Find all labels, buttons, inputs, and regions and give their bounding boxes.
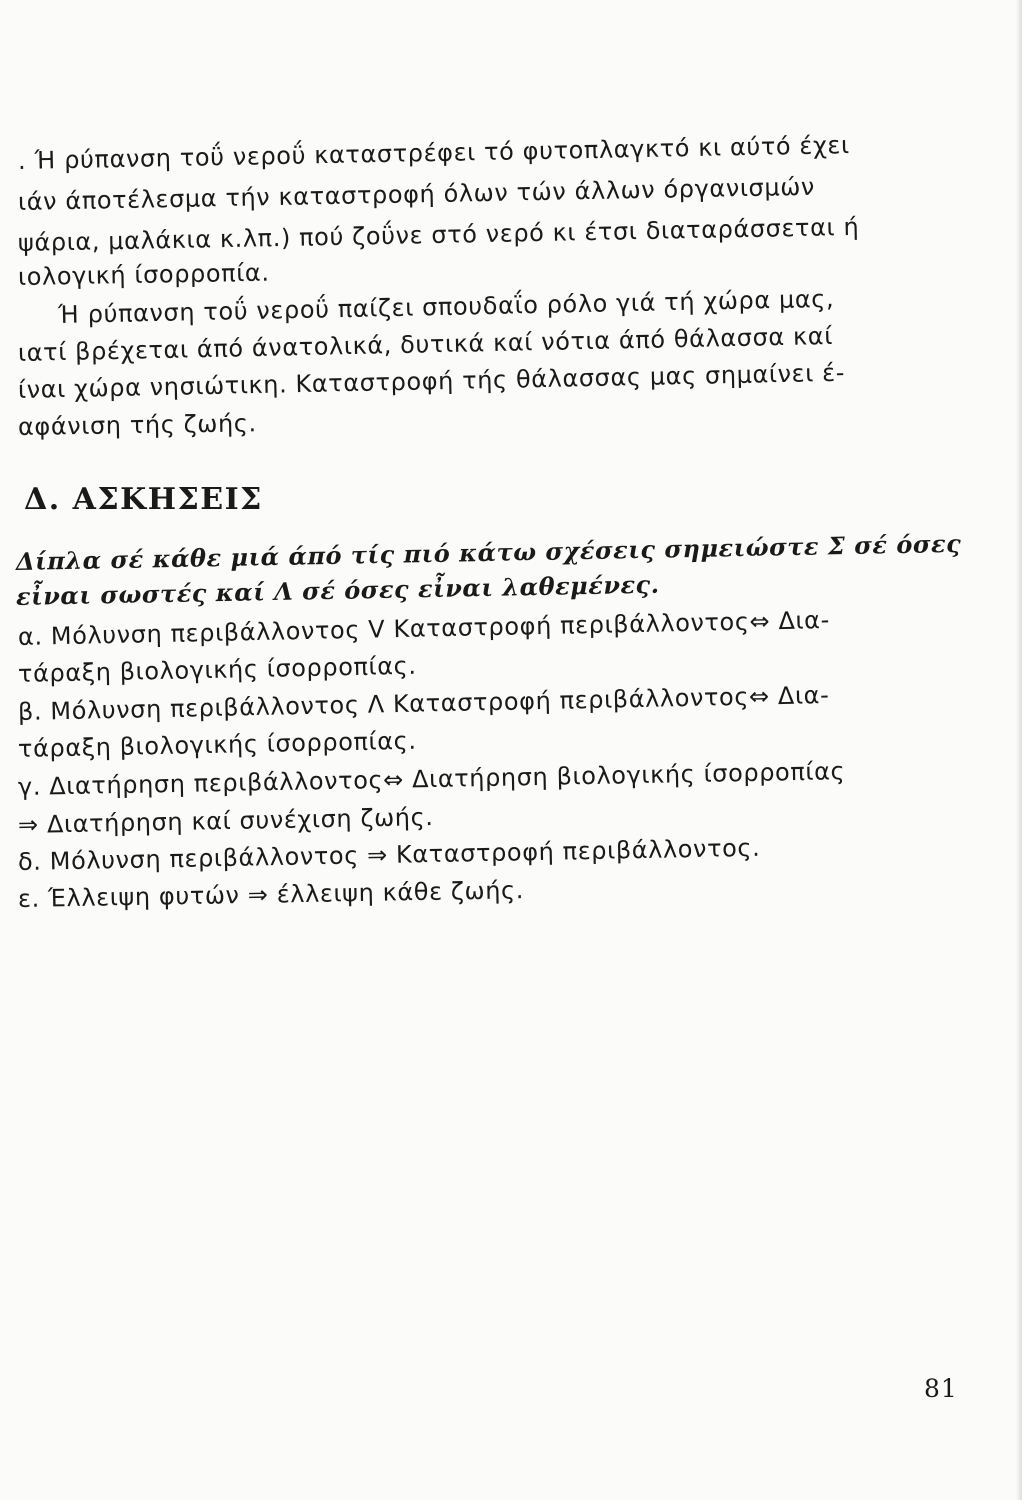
instruction-line-2: εἶναι σωστές καί Λ σέ όσες εἶναι λαθεμένες. <box>15 569 660 611</box>
exercise-a-line-1: α. Μόλυνση περιβάλλοντος V Καταστροφή περιβάλλοντος⇔ Δια- <box>17 605 831 651</box>
paragraph-2-line-1: Ή ρύπανση τοΰ νεροΰ παίζει σπουδαΐο ρόλο γιά τή χώρα μας, <box>57 284 835 329</box>
paragraph-1-line-4: ιολογική ίσορροπία. <box>17 258 270 291</box>
paragraph-1-line-2: ιάν άποτέλεσμα τήν καταστροφή όλων τών άλλων όργανισμών <box>17 172 816 216</box>
exercise-c-line-1: γ. Διατήρηση περιβάλλοντος⇔ Διατήρηση βιολογικής ίσορροπίας <box>17 757 846 801</box>
paragraph-2-line-2: ιατί βρέχεται άπό άνατολικά, δυτικά καί νότια άπό θάλασσα καί <box>17 321 834 367</box>
instruction-line-1: Δίπλα σέ κάθε μιά άπό τίς πιό κάτω σχέσεις σημειώστε Σ σέ όσες <box>15 528 962 576</box>
page-number: 81 <box>924 1374 958 1403</box>
exercise-b-line-1: β. Μόλυνση περιβάλλοντος Λ Καταστροφή περιβάλλοντος⇔ Δια- <box>17 681 830 726</box>
paragraph-2-line-4: αφάνιση τής ζωής. <box>17 409 257 441</box>
exercise-c-line-2: ⇒ Διατήρηση καί συνέχιση ζωής. <box>17 803 434 839</box>
exercise-b-line-2: τάραξη βιολογικής ίσορροπίας. <box>17 726 417 763</box>
paragraph-1-line-1: . Ή ρύπανση τοΰ νεροΰ καταστρέφει τό φυτοπλαγκτό κι αύτό έχει <box>17 131 850 175</box>
section-heading: Δ. ΑΣΚΗΣΕΙΣ <box>24 482 263 517</box>
exercise-d: δ. Μόλυνση περιβάλλοντος ⇒ Καταστροφή περιβάλλοντος. <box>17 833 761 876</box>
paragraph-1-line-3: ψάρια, μαλάκια κ.λπ.) πού ζοΰνε στό νερό κι έτσι διαταράσσεται ή <box>17 212 860 257</box>
paragraph-2-line-3: ίναι χώρα νησιώτικη. Καταστροφή τής θάλασσας μας σημαίνει έ- <box>17 358 846 404</box>
exercise-a-line-2: τάραξη βιολογικής ίσορροπίας. <box>17 651 417 688</box>
exercise-e: ε. Έλλειψη φυτών ⇒ έλλειψη κάθε ζωής. <box>17 876 525 913</box>
page-edge-shadow <box>1016 0 1022 1500</box>
